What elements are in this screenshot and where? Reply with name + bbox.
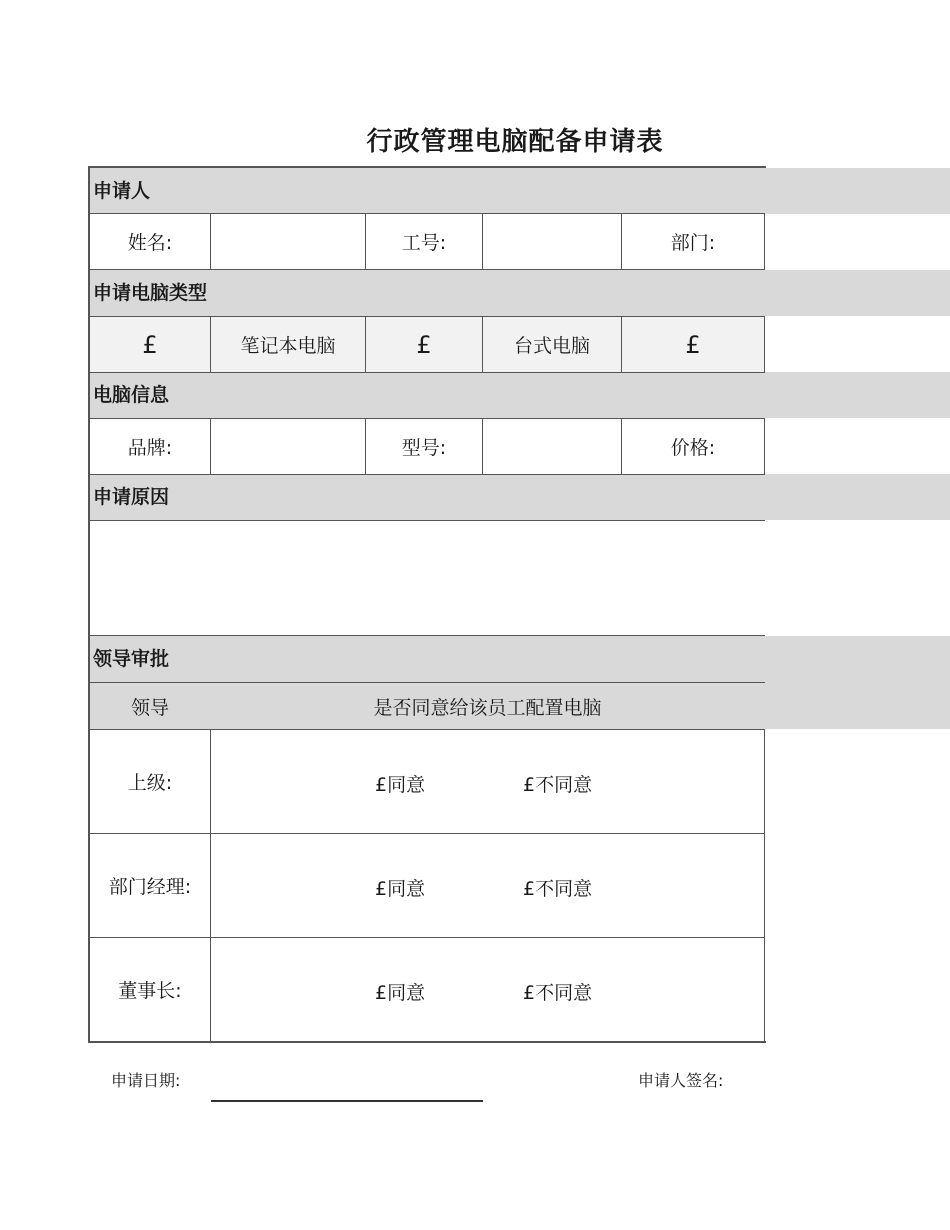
approval-col-leader: 领导 (130, 696, 169, 719)
application-date-line[interactable] (211, 1100, 483, 1102)
option-laptop-label: 笔记本电脑 (240, 335, 336, 357)
employee-id-input[interactable] (483, 214, 621, 269)
model-input[interactable] (483, 419, 621, 474)
chairman-disagree-checkbox[interactable]: £不同意 (523, 982, 593, 1004)
approval-role-chairman: 董事长: (118, 980, 182, 1002)
approval-role-supervisor: 上级: (127, 772, 173, 794)
label-employee-id: 工号: (401, 232, 447, 254)
dept-manager-agree-checkbox[interactable]: £同意 (375, 878, 426, 900)
name-input[interactable] (211, 214, 365, 269)
option-desktop-label: 台式电脑 (513, 335, 590, 357)
form-title: 行政管理电脑配备申请表 (366, 127, 664, 157)
approval-role-dept-manager: 部门经理: (108, 876, 192, 898)
label-department: 部门: (670, 232, 716, 254)
label-model: 型号: (401, 437, 447, 459)
supervisor-agree-checkbox[interactable]: £同意 (375, 774, 426, 796)
section-header-reason: 申请原因 (93, 486, 170, 508)
section-header-computer-info: 电脑信息 (93, 384, 170, 406)
label-name: 姓名: (127, 232, 173, 254)
section-header-applicant: 申请人 (93, 180, 151, 202)
reason-textarea[interactable] (90, 521, 764, 635)
checkbox-other[interactable]: £ (685, 330, 701, 359)
checkbox-desktop[interactable]: £ (416, 330, 432, 359)
chairman-agree-checkbox[interactable]: £同意 (375, 982, 426, 1004)
brand-input[interactable] (211, 419, 365, 474)
approval-col-question: 是否同意给该员工配置电脑 (373, 696, 602, 719)
application-date-label: 申请日期: (111, 1071, 181, 1090)
label-price: 价格: (670, 437, 716, 459)
section-header-computer-type: 申请电脑类型 (93, 282, 208, 304)
supervisor-disagree-checkbox[interactable]: £不同意 (523, 774, 593, 796)
signature-label: 申请人签名: (638, 1071, 724, 1090)
section-header-approval: 领导审批 (93, 648, 170, 670)
checkbox-laptop[interactable]: £ (142, 330, 158, 359)
dept-manager-disagree-checkbox[interactable]: £不同意 (523, 878, 593, 900)
label-brand: 品牌: (127, 437, 173, 459)
